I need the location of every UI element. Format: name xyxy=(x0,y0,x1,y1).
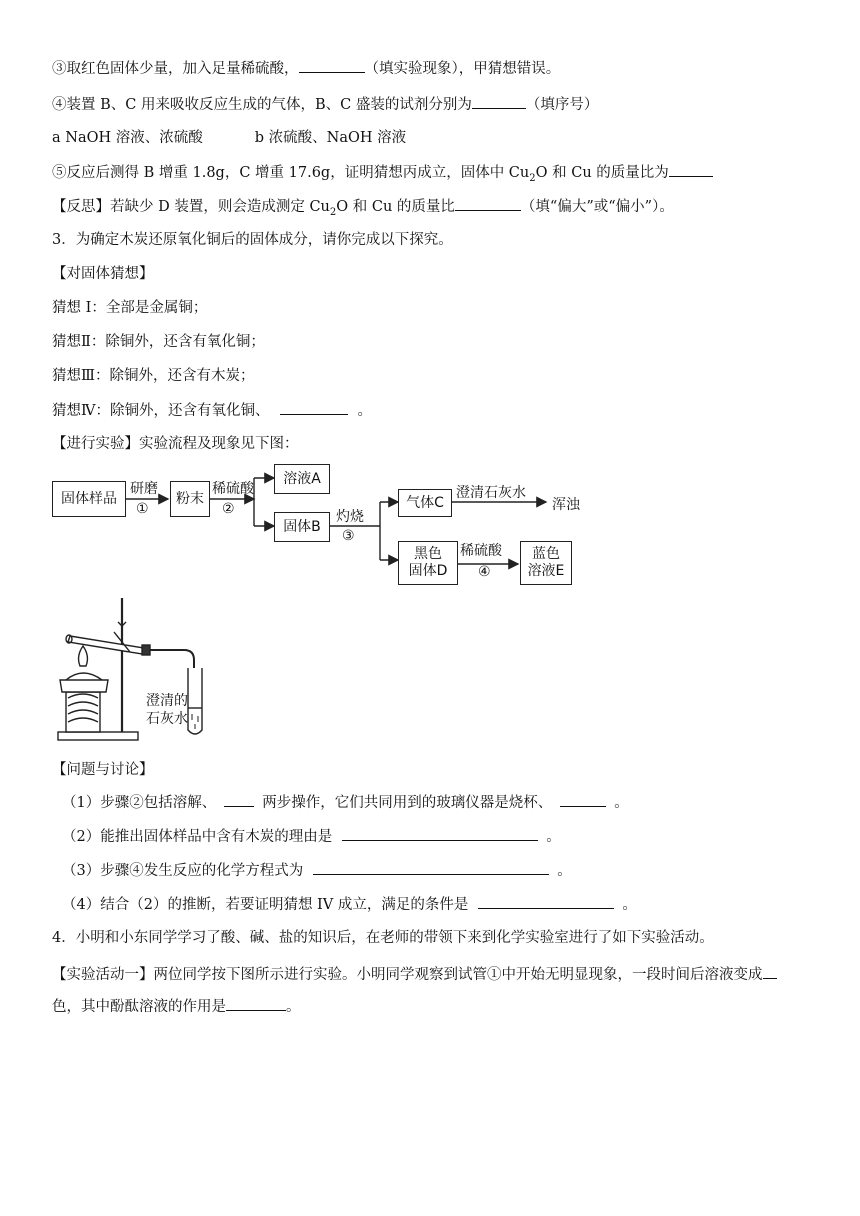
apparatus-drawing xyxy=(52,596,232,746)
apparatus-diagram xyxy=(52,596,232,746)
text: （填“偏大”或“偏小”）。 xyxy=(520,199,674,215)
q-line-5 xyxy=(52,162,713,183)
box-solution-a: 溶液A xyxy=(274,464,330,494)
text: 。 xyxy=(546,829,561,845)
reflection-line xyxy=(52,196,674,217)
answer-blank[interactable] xyxy=(472,94,526,109)
text: 。 xyxy=(614,795,629,811)
answer-blank[interactable] xyxy=(455,196,521,211)
activity-1-line-2 xyxy=(52,996,301,1017)
label-grind: 研磨 xyxy=(130,481,158,497)
experiment-flow-diagram xyxy=(52,468,612,594)
question-4 xyxy=(62,894,637,915)
option-b: b 浓硫酸、NaOH 溶液 xyxy=(254,130,407,146)
text: O 和 Cu 的质量比为 xyxy=(535,165,669,181)
box-gas-c: 气体C xyxy=(398,489,452,517)
option-a: a NaOH 溶液、浓硫酸 xyxy=(52,130,203,146)
box-black-solid-d xyxy=(398,541,458,585)
subscript: 2 xyxy=(329,206,337,218)
text: 溶液E xyxy=(527,563,565,579)
answer-blank[interactable] xyxy=(280,400,348,415)
answer-blank[interactable] xyxy=(478,894,614,909)
label-limewater: 澄清石灰水 xyxy=(456,485,526,501)
hypothesis-3: 猜想Ⅲ：除铜外，还含有木炭； xyxy=(52,368,255,384)
label-turbid: 浑浊 xyxy=(552,497,580,513)
text: 。 xyxy=(622,897,637,913)
section-heading: 【对固体猜想】 xyxy=(52,266,154,282)
text: 【反思】若缺少 D 装置，则会造成测定 Cu xyxy=(52,199,330,215)
answer-blank[interactable] xyxy=(342,826,538,841)
answer-blank[interactable] xyxy=(669,162,713,177)
hypothesis-2: 猜想Ⅱ：除铜外，还含有氧化铜； xyxy=(52,334,265,350)
text: （2）能推出固体样品中含有木炭的理由是 xyxy=(62,829,333,845)
activity-1-line xyxy=(52,964,777,985)
answer-blank[interactable] xyxy=(560,792,606,807)
text: 。 xyxy=(557,863,572,879)
subscript: 2 xyxy=(529,172,536,184)
q-line-4 xyxy=(52,94,598,115)
text: 猜想Ⅳ：除铜外，还含有氧化铜、 xyxy=(52,403,270,419)
text: 蓝色 xyxy=(532,546,560,562)
label-step-3: ③ xyxy=(342,528,355,544)
hypothesis-1: 猜想 I：全部是金属铜； xyxy=(52,300,208,316)
section-heading: 【进行实验】实验流程及现象见下图： xyxy=(52,436,299,452)
label-step-2: ② xyxy=(222,501,235,517)
answer-blank[interactable] xyxy=(763,964,777,979)
box-blue-solution-e xyxy=(520,541,572,585)
question-4-title: 4．小明和小东同学学习了酸、碱、盐的知识后，在老师的带领下来到化学实验室进行了如下实验活动。 xyxy=(52,930,714,946)
text: 澄清的 xyxy=(146,693,188,709)
box-solid-sample: 固体样品 xyxy=(52,481,126,517)
text: 石灰水 xyxy=(146,711,188,727)
label-dilute-acid: 稀硫酸 xyxy=(212,481,254,497)
text: （3）步骤④发生反应的化学方程式为 xyxy=(62,863,304,879)
text: （填序号） xyxy=(525,97,599,113)
label-burn: 灼烧 xyxy=(336,509,364,525)
box-solid-b: 固体B xyxy=(274,512,330,542)
text: ③取红色固体少量，加入足量稀硫酸， xyxy=(52,61,299,77)
label-step-1: ① xyxy=(136,501,149,517)
box-powder: 粉末 xyxy=(170,481,210,517)
answer-blank[interactable] xyxy=(299,58,365,73)
text: 色，其中酚酞溶液的作用是 xyxy=(52,999,226,1015)
question-1 xyxy=(62,792,629,813)
label-step-4: ④ xyxy=(478,564,491,580)
label-clear-limewater xyxy=(146,692,188,728)
answer-blank[interactable] xyxy=(226,996,286,1011)
q-line-3 xyxy=(52,58,560,79)
question-2 xyxy=(62,826,561,847)
section-heading: 【问题与讨论】 xyxy=(52,762,154,778)
text: ④装置 B、C 用来吸收反应生成的气体，B、C 盛装的试剂分别为 xyxy=(52,97,472,113)
hypothesis-4 xyxy=(52,400,372,421)
text: 【实验活动一】两位同学按下图所示进行实验。小明同学观察到试管①中开始无明显现象，一段时间后溶液变成 xyxy=(52,967,763,983)
text: （填实验现象），甲猜想错误。 xyxy=(364,61,561,77)
label-dilute-acid-2: 稀硫酸 xyxy=(460,543,502,559)
question-3-title: 3．为确定木炭还原氧化铜后的固体成分，请你完成以下探究。 xyxy=(52,232,453,248)
answer-blank[interactable] xyxy=(224,792,254,807)
question-3 xyxy=(62,860,572,881)
text: （4）结合（2）的推断，若要证明猜想 IV 成立，满足的条件是 xyxy=(62,897,469,913)
text: 。 xyxy=(357,403,372,419)
options-line xyxy=(52,128,406,148)
text: ⑤反应后测得 B 增重 1.8g，C 增重 17.6g，证明猜想丙成立，固体中 Cu xyxy=(52,165,530,181)
text: 两步操作，它们共同用到的玻璃仪器是烧杯、 xyxy=(262,795,553,811)
text: （1）步骤②包括溶解、 xyxy=(62,795,217,811)
text: 。 xyxy=(286,999,301,1015)
text: 固体D xyxy=(408,563,448,579)
text: 黑色 xyxy=(414,546,442,562)
answer-blank[interactable] xyxy=(313,860,549,875)
text: O 和 Cu 的质量比 xyxy=(336,199,455,215)
